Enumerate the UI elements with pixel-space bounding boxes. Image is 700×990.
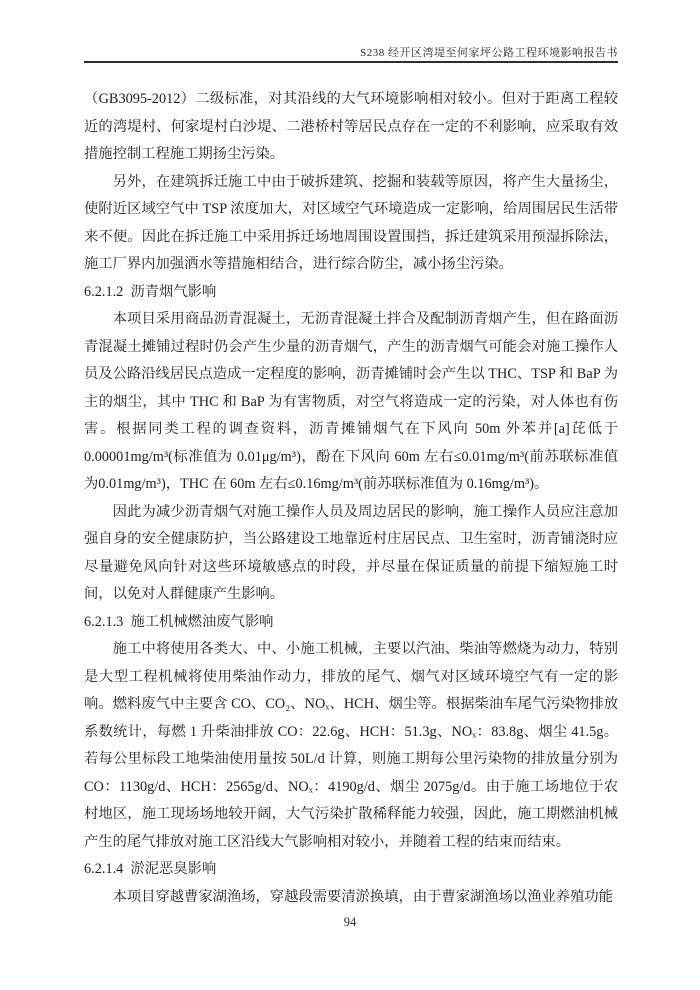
- paragraph-sludge-odor-impact: 本项目穿越曹家湖渔场，穿越段需要清淤换填，由于曹家湖渔场以渔业养殖功能: [112, 888, 613, 905]
- page-number: 94: [343, 915, 357, 929]
- paragraph-gb3095-continuation: （GB3095-2012）二级标准，对其沿线的大气环境影响相对较小。但对于距离工程较近的湾堤村、何家堤村白沙堤、二港桥村等居民点存在一定的不利影响，应采取有效措施控制工程施工期扬尘污染。: [84, 91, 618, 162]
- paragraph-machinery-exhaust-impact: 施工中将使用各类大、中、小施工机械，主要以汽油、柴油等燃烧为动力，特别是大型工程机械将使用柴油作动力，排放的尾气、烟气对区域环境空气有一定的影响。燃料废气中主要含 CO、CO₂、NOₓ、HCH、烟尘等。根据柴油车尾气污染物排放系数统计，每燃 1 升柴油排放 CO：22.6g、HCH：51.3g、NOₓ：83.8g、烟尘 41.5g。若每公里标段工地柴油使用量按 50L/d 计算，则施工期每公里污染物的排放量分别为 CO：1130g/d、HCH：2565g/d、NOₓ：4190g/d、烟尘 2075g/d。由于施工场地位于农村地区，施工现场场地较开阔，大气污染扩散稀释能力较强，因此，施工期燃油机械产生的尾气排放对施工区沿线大气影响相对较小，并随着工程的结束而结束。: [84, 641, 618, 850]
- section-heading-machinery-exhaust: 6.2.1.3 施工机械燃油废气影响: [84, 613, 274, 630]
- header-rule: [84, 61, 618, 63]
- paragraph-demolition-dust: 另外，在建筑拆迁施工中由于破拆建筑、挖掘和装载等原因，将产生大量扬尘，使附近区域空气中 TSP 浓度加大，对区域空气环境造成一定影响，给周围居民生活带来不便。因此在拆迁施工中采用拆迁场地周围设置围挡，拆迁建筑采用预湿拆除法，施工厂界内加强洒水等措施相结合，进行综合防尘，减小扬尘污染。: [84, 173, 618, 272]
- paragraph-asphalt-fume-impact: 本项目采用商品沥青混凝土，无沥青混凝土拌合及配制沥青烟产生，但在路面沥青混凝土摊铺过程时仍会产生少量的沥青烟气，产生的沥青烟气可能会对施工操作人员及公路沿线居民点造成一定程度的影响，沥青摊铺时会产生以 THC、TSP 和 BaP 为主的烟尘，其中 THC 和 BaP 为有害物质，对空气将造成一定的污染，对人体也有伤害。根据同类工程的调查资料，沥青摊铺烟气在下风向 50m 外苯并[a]芘低于0.00001mg/m³(标准值为 0.01μg/m³)，酚在下风向 60m 左右≤0.01mg/m³(前苏联标准值为0.01mg/m³)，THC 在 60m 左右≤0.16mg/m³(前苏联标准值为 0.16mg/m³)。: [84, 311, 618, 492]
- paragraph-asphalt-health-protection: 因此为减少沥青烟气对施工操作人员及周边居民的影响，施工操作人员应注意加强自身的安全健康防护，当公路建设工地靠近村庄居民点、卫生室时，沥青铺浇时应尽量避免风向针对这些环境敏感点的时段，并尽量在保证质量的前提下缩短施工时间，以免对人群健康产生影响。: [84, 503, 618, 602]
- running-header-title: S238 经开区湾堤至何家坪公路工程环境影响报告书: [360, 47, 618, 59]
- section-heading-sludge-odor: 6.2.1.4 淤泥恶臭影响: [84, 861, 217, 877]
- document-body: [84, 86, 618, 911]
- section-heading-asphalt-fume: 6.2.1.2 沥青烟气影响: [84, 283, 217, 300]
